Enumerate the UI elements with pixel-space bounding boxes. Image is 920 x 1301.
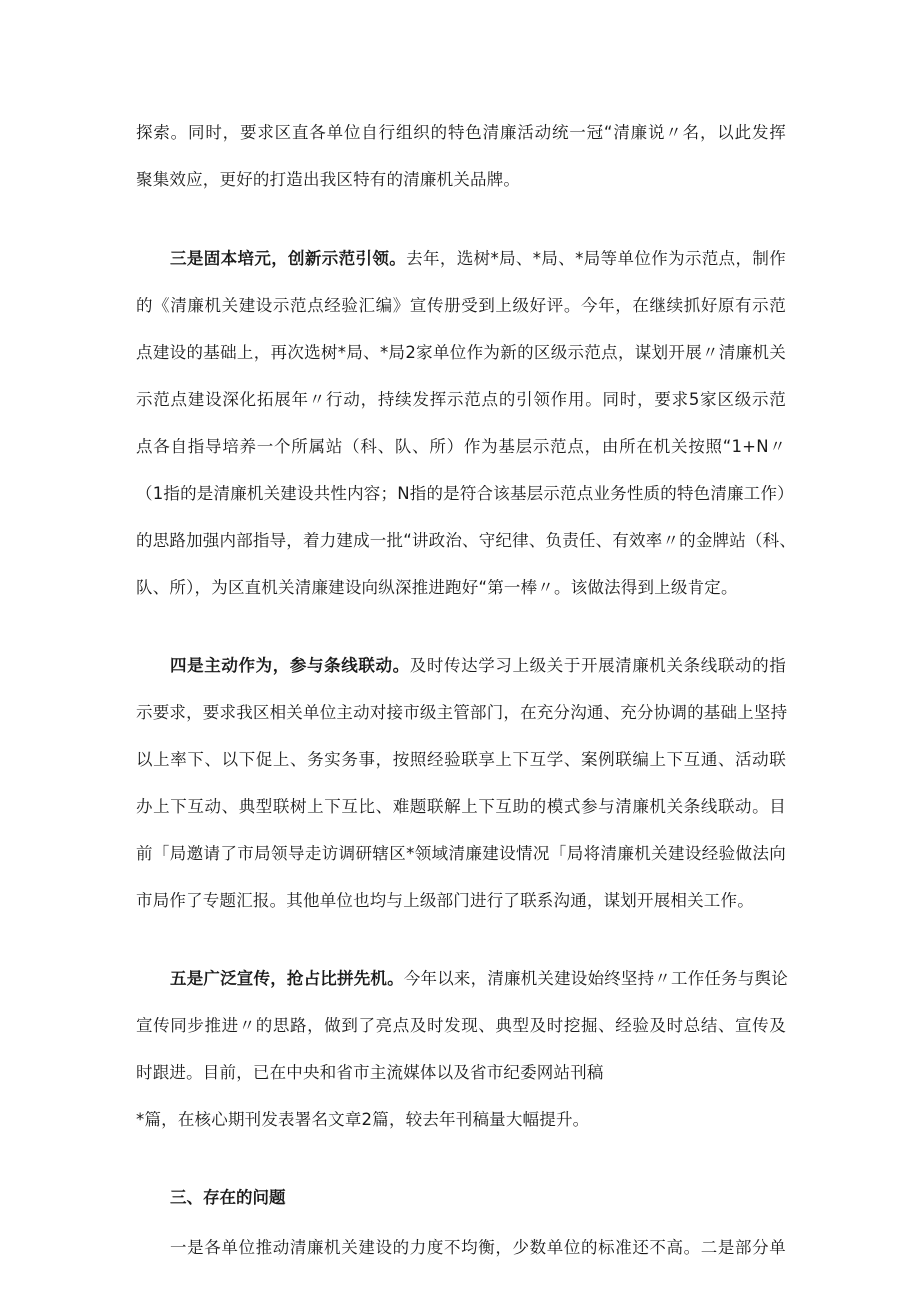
p2-line-7: 的思路加强内部指导，着力建成一批“讲政治、守纪律、负责任、有效率〃的金牌站（科、 <box>136 531 797 550</box>
p2-line-5: 点各自指导培养一个所属站（科、队、所）作为基层示范点，由所在机关按照“1+N〃 <box>136 437 786 456</box>
p4-line-3: 时跟进。目前，已在中央和省市主流媒体以及省市纪委网站刊稿 <box>136 1063 604 1082</box>
p4-line-1 <box>170 967 786 991</box>
p1-line-1: 探索。同时，要求区直各单位自行组织的特色清廉活动统一冠“清廉说〃名，以此发挥 <box>136 123 786 142</box>
section-heading: 三、存在的问题 <box>170 1188 286 1207</box>
p3-line-2: 示要求，要求我区相关单位主动对接市级主管部门，在充分沟通、充分协调的基础上坚持 <box>136 703 788 722</box>
p2-line-4: 示范点建设深化拓展年〃行动，持续发挥示范点的引领作用。同时，要求5家区级示范 <box>136 390 786 409</box>
p1-line-2: 聚集效应，更好的打造出我区特有的清廉机关品牌。 <box>136 170 521 189</box>
p3-lead: 四是主动作为，参与条线联动。 <box>170 656 410 675</box>
p4-line-4: *篇，在核心期刊发表署名文章2篇，较去年刊稿量大幅提升。 <box>136 1110 590 1129</box>
p2-line-1-rest: 去年，选树*局、*局、*局等单位作为示范点，制作 <box>406 249 786 268</box>
p3-line-5: 前「局邀请了市局领导走访调研辖区*领域清廉建设情况「局将清廉机关建设经验做法向 <box>136 844 786 863</box>
p3-line-1-rest: 及时传达学习上级关于开展清廉机关条线联动的指 <box>409 656 786 675</box>
p2-lead: 三是固本培元，创新示范引领。 <box>170 249 407 268</box>
p5-line-1: 一是各单位推动清廉机关建设的力度不均衡，少数单位的标准还不高。二是部分单 <box>170 1238 786 1257</box>
p2-line-1 <box>170 247 786 271</box>
p4-line-2: 宣传同步推进〃的思路，做到了亮点及时发现、典型及时挖掘、经验及时总结、宣传及 <box>136 1016 786 1035</box>
p3-line-1 <box>170 654 786 678</box>
p3-line-6: 市局作了专题汇报。其他单位也均与上级部门进行了联系沟通，谋划开展相关工作。 <box>136 891 754 910</box>
p3-line-4: 办上下互动、典型联树上下互比、难题联解上下互助的模式参与清廉机关条线联动。目 <box>136 797 786 816</box>
p2-line-6: （1指的是清廉机关建设共性内容；N指的是符合该基层示范点业务性质的特色清廉工作） <box>136 484 794 503</box>
p4-line-1-rest: 今年以来，清廉机关建设始终坚持〃工作任务与舆论 <box>403 969 788 988</box>
p3-line-3: 以上率下、以下促上、务实务事，按照经验联享上下互学、案例联编上下互通、活动联 <box>136 750 786 769</box>
p4-lead: 五是广泛宣传，抢占比拼先机。 <box>170 969 404 988</box>
p2-line-2: 的《清廉机关建设示范点经验汇编》宣传册受到上级好评。今年，在继续抓好原有示范 <box>136 296 786 315</box>
p2-line-8: 队、所），为区直机关清廉建设向纵深推进跑好“第一棒〃。该做法得到上级肯定。 <box>136 578 738 597</box>
p2-line-3: 点建设的基础上，再次选树*局、*局2家单位作为新的区级示范点，谋划开展〃清廉机关 <box>136 343 786 362</box>
